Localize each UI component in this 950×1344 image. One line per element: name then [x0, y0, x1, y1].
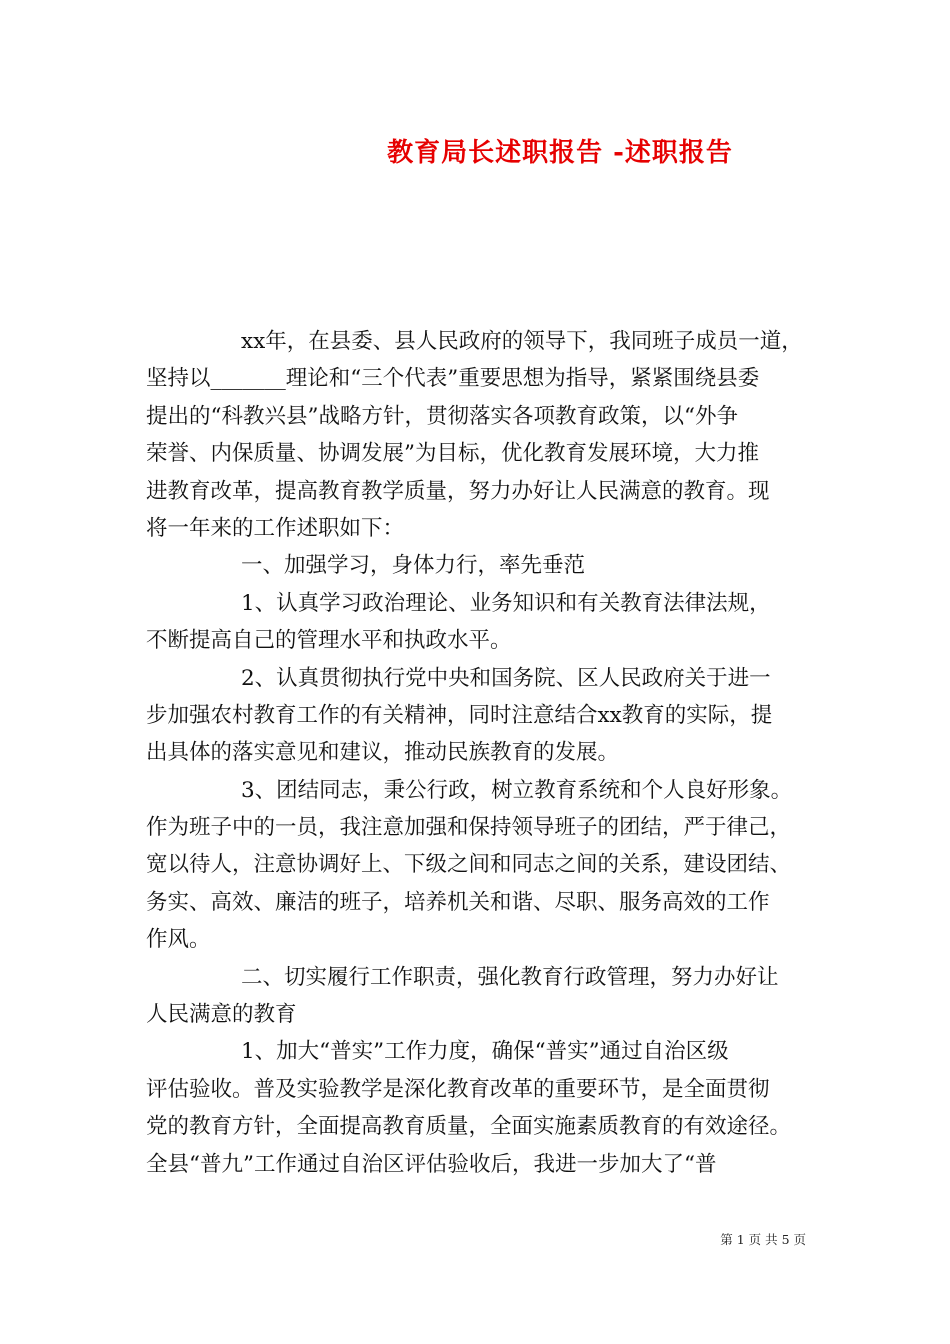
- body-line: 1、加大“普实”工作力度，确保“普实”通过自治区级: [241, 1039, 729, 1065]
- body-line: 二、切实履行工作职责，强化教育行政管理，努力办好让: [241, 964, 779, 990]
- body-line: 宽以待人，注意协调好上、下级之间和同志之间的关系，建设团结、: [146, 852, 792, 878]
- document-body: [146, 323, 810, 1183]
- body-line: 2、认真贯彻执行党中央和国务院、区人民政府关于进一: [241, 665, 771, 691]
- page-number-footer: 第 1 页 共 5 页: [720, 1232, 806, 1247]
- body-line: 提出的“科教兴县”战略方针，贯彻落实各项教育政策，以“外争: [146, 403, 738, 429]
- body-line: 出具体的落实意见和建议，推动民族教育的发展。: [146, 740, 620, 766]
- body-line: 1、认真学习政治理论、业务知识和有关教育法律法规，: [241, 590, 771, 616]
- body-line: 作为班子中的一员，我注意加强和保持领导班子的团结，严于律己，: [146, 815, 792, 841]
- body-line: xx年，在县委、县人民政府的领导下，我同班子成员一道，: [241, 329, 803, 354]
- body-line: 3、团结同志，秉公行政，树立教育系统和个人良好形象。: [241, 777, 793, 803]
- body-line: 作风。: [146, 927, 211, 953]
- body-line: 进教育改革，提高教育教学质量，努力办好让人民满意的教育。现: [146, 478, 770, 504]
- body-line: 人民满意的教育: [146, 1002, 297, 1028]
- body-line: 党的教育方针，全面提高教育质量，全面实施素质教育的有效途径。: [146, 1114, 792, 1140]
- body-line: 将一年来的工作述职如下：: [146, 515, 405, 541]
- body-line: 一、加强学习，身体力行，率先垂范: [241, 553, 586, 579]
- body-line: 全县“普九”工作通过自治区评估验收后，我进一步加大了“普: [146, 1151, 717, 1177]
- document-title: 教育局长述职报告 -述职报告: [387, 138, 733, 168]
- body-line: 务实、高效、廉洁的班子，培养机关和谐、尽职、服务高效的工作: [146, 889, 770, 915]
- body-line: 坚持以_______理论和“三个代表”重要思想为指导，紧紧围绕县委: [146, 366, 760, 392]
- body-line: 步加强农村教育工作的有关精神，同时注意结合xx教育的实际，提: [146, 702, 773, 728]
- body-line: 荣誉、内保质量、协调发展”为目标，优化教育发展环境，大力推: [146, 441, 759, 467]
- body-line: 评估验收。普及实验教学是深化教育改革的重要环节，是全面贯彻: [146, 1076, 770, 1102]
- body-line: 不断提高自己的管理水平和执政水平。: [146, 628, 512, 654]
